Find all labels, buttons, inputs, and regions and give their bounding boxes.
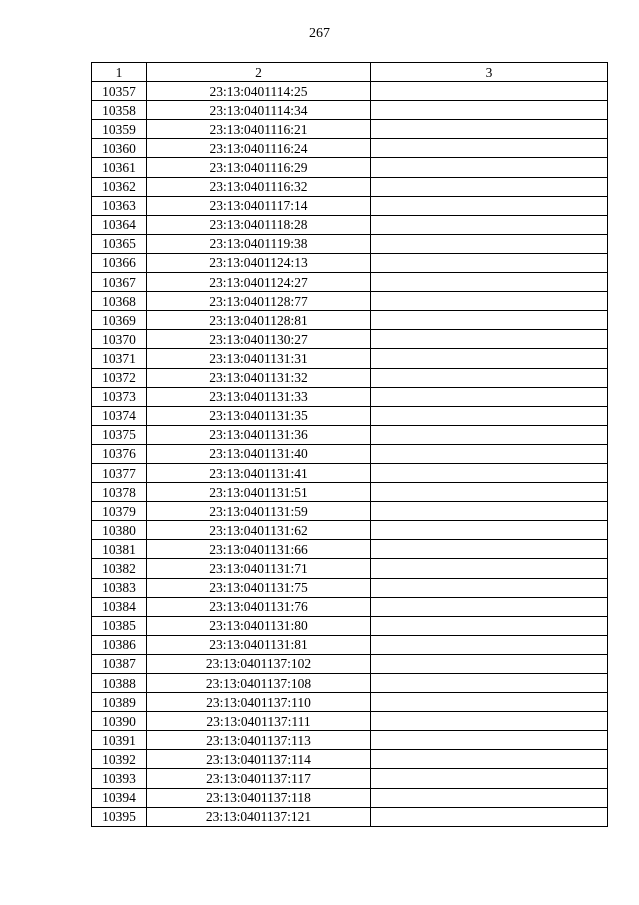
cadastral-table — [91, 62, 608, 827]
cadastral-number-cell: 23:13:0401131:32 — [147, 368, 371, 387]
table-row — [92, 406, 608, 425]
column-header-3: 3 — [371, 63, 608, 82]
table-row — [92, 807, 608, 826]
cadastral-number-cell: 23:13:0401131:35 — [147, 406, 371, 425]
cadastral-number-cell: 23:13:0401131:81 — [147, 635, 371, 654]
table-row — [92, 750, 608, 769]
note-cell — [371, 635, 608, 654]
note-cell — [371, 654, 608, 673]
table-row — [92, 387, 608, 406]
row-number-cell: 10386 — [92, 635, 147, 654]
note-cell — [371, 788, 608, 807]
cadastral-number-cell: 23:13:0401131:76 — [147, 597, 371, 616]
table-row — [92, 769, 608, 788]
table-body — [92, 82, 608, 827]
table-row — [92, 120, 608, 139]
row-number-cell: 10376 — [92, 444, 147, 463]
table-row — [92, 578, 608, 597]
note-cell — [371, 120, 608, 139]
table-row — [92, 368, 608, 387]
note-cell — [371, 674, 608, 693]
note-cell — [371, 521, 608, 540]
row-number-cell: 10360 — [92, 139, 147, 158]
note-cell — [371, 731, 608, 750]
table-row — [92, 101, 608, 120]
note-cell — [371, 502, 608, 521]
cadastral-number-cell: 23:13:0401116:24 — [147, 139, 371, 158]
cadastral-number-cell: 23:13:0401128:81 — [147, 311, 371, 330]
note-cell — [371, 101, 608, 120]
table-row — [92, 559, 608, 578]
row-number-cell: 10367 — [92, 273, 147, 292]
table-row — [92, 521, 608, 540]
cadastral-number-cell: 23:13:0401137:118 — [147, 788, 371, 807]
row-number-cell: 10394 — [92, 788, 147, 807]
cadastral-number-cell: 23:13:0401137:121 — [147, 807, 371, 826]
cadastral-number-cell: 23:13:0401137:117 — [147, 769, 371, 788]
table-row — [92, 82, 608, 101]
row-number-cell: 10369 — [92, 311, 147, 330]
row-number-cell: 10365 — [92, 234, 147, 253]
row-number-cell: 10385 — [92, 616, 147, 635]
table-row — [92, 654, 608, 673]
cadastral-number-cell: 23:13:0401137:108 — [147, 674, 371, 693]
row-number-cell: 10384 — [92, 597, 147, 616]
row-number-cell: 10372 — [92, 368, 147, 387]
cadastral-number-cell: 23:13:0401131:62 — [147, 521, 371, 540]
cadastral-number-cell: 23:13:0401131:66 — [147, 540, 371, 559]
cadastral-number-cell: 23:13:0401119:38 — [147, 234, 371, 253]
table-row — [92, 731, 608, 750]
cadastral-number-cell: 23:13:0401128:77 — [147, 292, 371, 311]
cadastral-number-cell: 23:13:0401116:32 — [147, 177, 371, 196]
note-cell — [371, 349, 608, 368]
note-cell — [371, 597, 608, 616]
cadastral-number-cell: 23:13:0401131:59 — [147, 502, 371, 521]
table-row — [92, 483, 608, 502]
table-row — [92, 215, 608, 234]
table-row — [92, 253, 608, 272]
note-cell — [371, 292, 608, 311]
cadastral-number-cell: 23:13:0401114:34 — [147, 101, 371, 120]
table-row — [92, 616, 608, 635]
row-number-cell: 10374 — [92, 406, 147, 425]
table-row — [92, 330, 608, 349]
row-number-cell: 10375 — [92, 425, 147, 444]
cadastral-number-cell: 23:13:0401131:41 — [147, 463, 371, 482]
cadastral-number-cell: 23:13:0401116:21 — [147, 120, 371, 139]
row-number-cell: 10363 — [92, 196, 147, 215]
table-row — [92, 540, 608, 559]
note-cell — [371, 712, 608, 731]
row-number-cell: 10388 — [92, 674, 147, 693]
cadastral-number-cell: 23:13:0401131:31 — [147, 349, 371, 368]
cadastral-number-cell: 23:13:0401130:27 — [147, 330, 371, 349]
note-cell — [371, 616, 608, 635]
row-number-cell: 10390 — [92, 712, 147, 731]
row-number-cell: 10361 — [92, 158, 147, 177]
cadastral-number-cell: 23:13:0401137:110 — [147, 693, 371, 712]
row-number-cell: 10371 — [92, 349, 147, 368]
note-cell — [371, 215, 608, 234]
cadastral-number-cell: 23:13:0401116:29 — [147, 158, 371, 177]
cadastral-number-cell: 23:13:0401131:36 — [147, 425, 371, 444]
table-row — [92, 502, 608, 521]
table-row — [92, 158, 608, 177]
table-row — [92, 177, 608, 196]
row-number-cell: 10378 — [92, 483, 147, 502]
column-header-1: 1 — [92, 63, 147, 82]
note-cell — [371, 578, 608, 597]
row-number-cell: 10362 — [92, 177, 147, 196]
table-row — [92, 444, 608, 463]
table-row — [92, 712, 608, 731]
cadastral-number-cell: 23:13:0401137:111 — [147, 712, 371, 731]
note-cell — [371, 273, 608, 292]
row-number-cell: 10379 — [92, 502, 147, 521]
row-number-cell: 10366 — [92, 253, 147, 272]
cadastral-number-cell: 23:13:0401131:80 — [147, 616, 371, 635]
row-number-cell: 10383 — [92, 578, 147, 597]
row-number-cell: 10393 — [92, 769, 147, 788]
row-number-cell: 10392 — [92, 750, 147, 769]
table-header-row — [92, 63, 608, 82]
table-row — [92, 311, 608, 330]
note-cell — [371, 463, 608, 482]
row-number-cell: 10370 — [92, 330, 147, 349]
note-cell — [371, 540, 608, 559]
note-cell — [371, 750, 608, 769]
cadastral-number-cell: 23:13:0401118:28 — [147, 215, 371, 234]
row-number-cell: 10380 — [92, 521, 147, 540]
row-number-cell: 10368 — [92, 292, 147, 311]
cadastral-number-cell: 23:13:0401137:114 — [147, 750, 371, 769]
note-cell — [371, 253, 608, 272]
page-number: 267 — [309, 26, 330, 41]
note-cell — [371, 82, 608, 101]
table-row — [92, 139, 608, 158]
table-row — [92, 292, 608, 311]
note-cell — [371, 158, 608, 177]
row-number-cell: 10364 — [92, 215, 147, 234]
cadastral-number-cell: 23:13:0401117:14 — [147, 196, 371, 215]
note-cell — [371, 483, 608, 502]
row-number-cell: 10389 — [92, 693, 147, 712]
note-cell — [371, 387, 608, 406]
cadastral-number-cell: 23:13:0401137:102 — [147, 654, 371, 673]
table-row — [92, 597, 608, 616]
table-row — [92, 463, 608, 482]
note-cell — [371, 559, 608, 578]
cadastral-number-cell: 23:13:0401114:25 — [147, 82, 371, 101]
table-row — [92, 425, 608, 444]
row-number-cell: 10358 — [92, 101, 147, 120]
table-row — [92, 635, 608, 654]
row-number-cell: 10357 — [92, 82, 147, 101]
note-cell — [371, 139, 608, 158]
table-row — [92, 273, 608, 292]
column-header-2: 2 — [147, 63, 371, 82]
note-cell — [371, 425, 608, 444]
cadastral-number-cell: 23:13:0401131:75 — [147, 578, 371, 597]
cadastral-number-cell: 23:13:0401131:33 — [147, 387, 371, 406]
table-row — [92, 196, 608, 215]
note-cell — [371, 368, 608, 387]
row-number-cell: 10381 — [92, 540, 147, 559]
note-cell — [371, 177, 608, 196]
note-cell — [371, 234, 608, 253]
row-number-cell: 10359 — [92, 120, 147, 139]
cadastral-number-cell: 23:13:0401137:113 — [147, 731, 371, 750]
row-number-cell: 10387 — [92, 654, 147, 673]
note-cell — [371, 693, 608, 712]
cadastral-number-cell: 23:13:0401124:27 — [147, 273, 371, 292]
note-cell — [371, 769, 608, 788]
note-cell — [371, 444, 608, 463]
note-cell — [371, 196, 608, 215]
row-number-cell: 10395 — [92, 807, 147, 826]
cadastral-number-cell: 23:13:0401124:13 — [147, 253, 371, 272]
note-cell — [371, 330, 608, 349]
table-row — [92, 349, 608, 368]
row-number-cell: 10391 — [92, 731, 147, 750]
note-cell — [371, 406, 608, 425]
table-row — [92, 693, 608, 712]
table-row — [92, 674, 608, 693]
table-row — [92, 234, 608, 253]
note-cell — [371, 807, 608, 826]
note-cell — [371, 311, 608, 330]
row-number-cell: 10377 — [92, 463, 147, 482]
cadastral-number-cell: 23:13:0401131:40 — [147, 444, 371, 463]
cadastral-number-cell: 23:13:0401131:71 — [147, 559, 371, 578]
cadastral-number-cell: 23:13:0401131:51 — [147, 483, 371, 502]
table-row — [92, 788, 608, 807]
row-number-cell: 10382 — [92, 559, 147, 578]
row-number-cell: 10373 — [92, 387, 147, 406]
